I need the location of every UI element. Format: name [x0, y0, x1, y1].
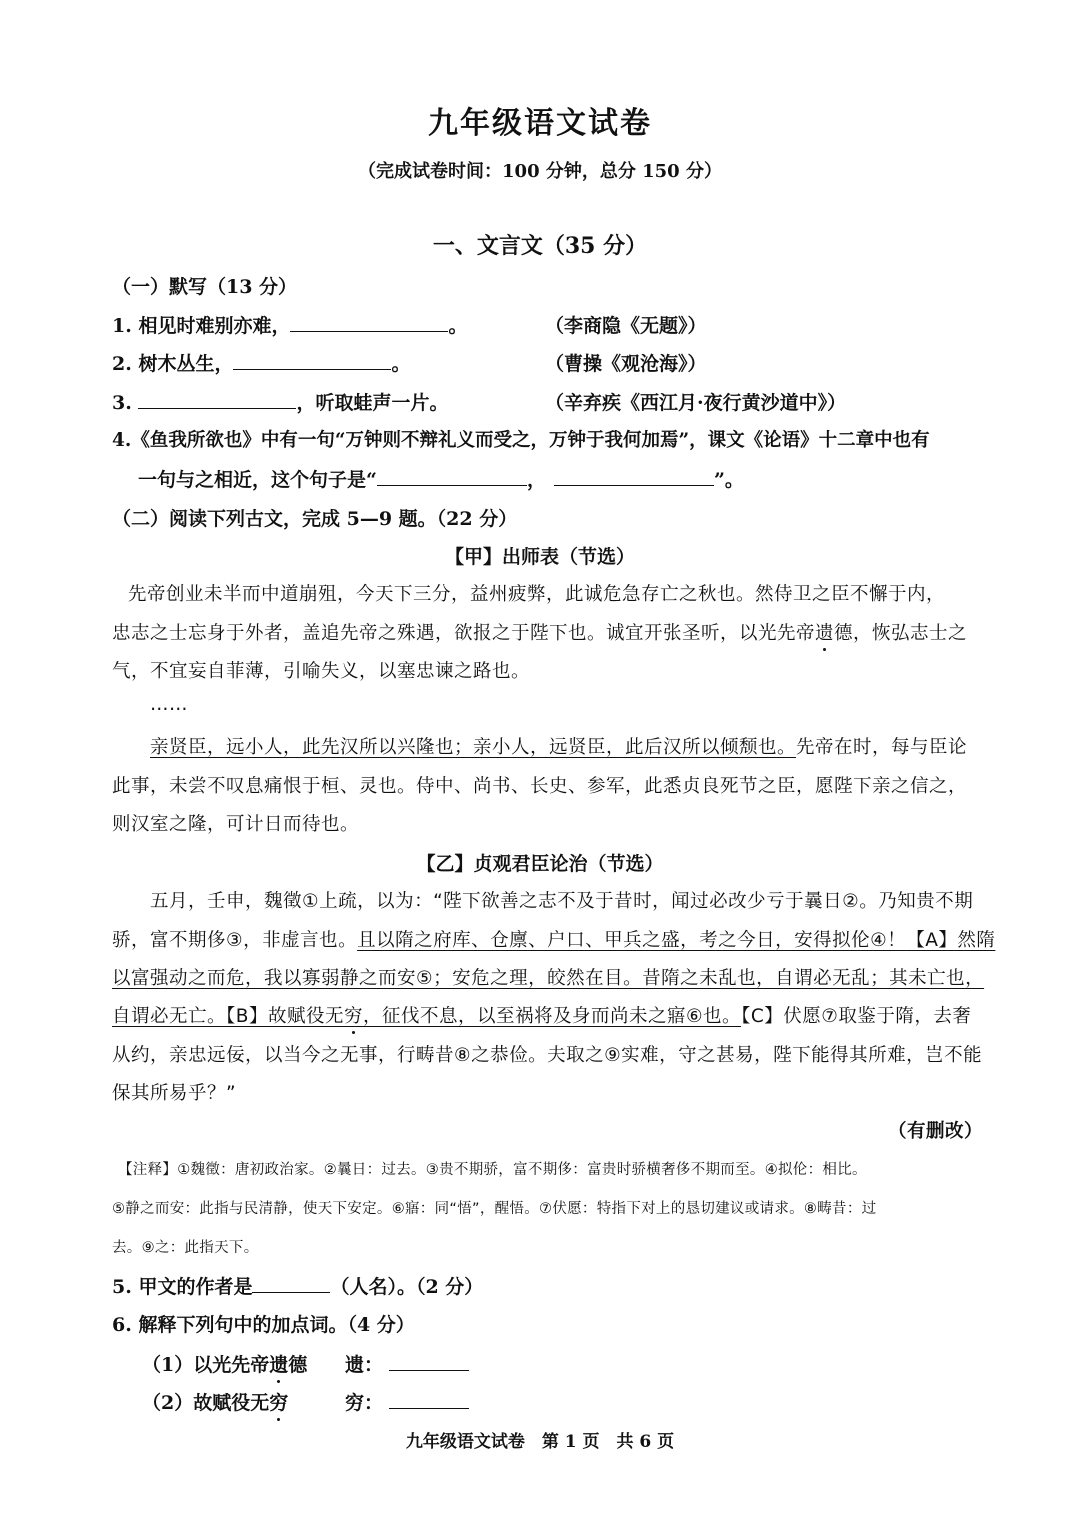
yi-line-2-a: 骄，富不期侈③，非虚言也。 — [112, 930, 358, 951]
notes-line-3: 去。⑨之：此指天下。 — [112, 1240, 259, 1256]
dotted-char-yi: 遗 — [815, 619, 834, 645]
yi-title: 【乙】贞观君臣论治（节选） — [416, 853, 664, 875]
page-title: 九年级语文试卷 — [428, 106, 652, 141]
part1-heading: （一）默写（13 分） — [112, 276, 298, 298]
q5-blank[interactable] — [252, 1272, 330, 1293]
q6-item-1-text: （1）以光先帝 — [142, 1354, 270, 1376]
part2-heading: （二）阅读下列古文，完成 5—9 题。（22 分） — [112, 508, 518, 530]
q2-text: 2. 树木丛生， — [112, 353, 234, 375]
q4-text: 一句与之相近，这个句子是“ — [138, 469, 377, 491]
question-1 — [112, 311, 467, 338]
yi-line-5: 从约，亲忠远佞，以当今之无事，行畴昔⑧之恭俭。夫取之⑨实难，守之甚易，陛下能得其所难，岂不能 — [112, 1045, 983, 1066]
question-4-line2 — [138, 465, 744, 492]
q5-end: （人名）。（2 分） — [330, 1276, 484, 1298]
q6-item-1-tail: 德 — [288, 1354, 308, 1376]
question-5 — [112, 1272, 483, 1299]
q6-answer-2 — [345, 1388, 469, 1415]
ellipsis: …… — [150, 694, 188, 715]
jia-line-5: 此事，未尝不叹息痛恨于桓、灵也。侍中、尚书、长史、参军，此悉贞良死节之臣，愿陛下亲之信之， — [112, 776, 968, 797]
q4-blank-2[interactable] — [554, 465, 714, 486]
source-note: （有删改） — [888, 1121, 984, 1142]
yi-line-4 — [112, 1002, 971, 1028]
jia-line-2-text: 忠志之士忘身于外者，盖追先帝之殊遇，欲报之于陛下也。诚宜开张圣听，以光先帝 — [112, 623, 816, 644]
jia-line-1: 先帝创业未半而中道崩殂，今天下三分，益州疲弊，此诚危急存亡之秋也。然侍卫之臣不懈于内， — [128, 584, 946, 605]
q6-item-1 — [142, 1350, 307, 1377]
q4-blank-1[interactable] — [377, 465, 527, 486]
q1-source: （李商隐《无题》） — [545, 315, 707, 337]
yi-line-3: 以富强动之而危，我以寡弱静之而安⑤；安危之理，皎然在目。昔隋之未乱也，自谓必无乱；其未亡也， — [112, 968, 985, 989]
jia-line-6: 则汉室之隆，可计日而待也。 — [112, 814, 360, 835]
jia-title: 【甲】出师表（节选） — [444, 546, 635, 568]
section-title: 一、文言文（35 分） — [432, 233, 648, 259]
yi-line-4-a: 自谓必无亡。【B】故赋役无 — [112, 1006, 344, 1027]
q2-end: 。 — [391, 353, 411, 375]
q6-item-2 — [142, 1388, 288, 1415]
notes-line-2: ⑤静之而安：此指与民清静，使天下安定。⑥寤：同“悟”，醒悟。⑦伏愿：特指下对上的恳切建议或请求。⑧畴昔：过 — [112, 1201, 877, 1217]
q5-text: 5. 甲文的作者是 — [112, 1276, 253, 1298]
yi-line-6: 保其所易乎？” — [112, 1083, 237, 1104]
q3-blank[interactable] — [138, 388, 296, 409]
yi-line-4-b: ，征伐不息，以至祸将及身而尚未之寤⑥也。 — [362, 1006, 742, 1027]
exam-info: （完成试卷时间：100 分钟，总分 150 分） — [358, 161, 722, 182]
q6-blank-1[interactable] — [389, 1350, 469, 1371]
jia-line-2 — [112, 619, 967, 645]
q6-word-1: 遗： — [345, 1354, 384, 1376]
q3-text: 3. — [112, 392, 139, 414]
q3-source: （辛弃疾《西江月·夜行黄沙道中》） — [545, 392, 847, 414]
jia-line-2-tail: 德，恢弘志士之 — [834, 623, 968, 644]
q6-item-2-text: （2）故赋役无 — [142, 1392, 270, 1414]
jia-line-4 — [150, 733, 967, 759]
question-3 — [112, 388, 448, 415]
jia-underlined-sentence: 亲贤臣，远小人，此先汉所以兴隆也；亲小人，远贤臣，此后汉所以倾颓也。 — [150, 737, 797, 758]
q2-blank[interactable] — [233, 349, 391, 370]
jia-line-3: 气，不宜妄自菲薄，引喻失义，以塞忠谏之路也。 — [112, 661, 531, 682]
question-6: 6. 解释下列句中的加点词。（4 分） — [112, 1314, 415, 1336]
question-4-line1: 4.《鱼我所欲也》中有一句“万钟则不辩礼义而受之，万钟于我何加焉”，课文《论语》十二章中也有 — [112, 430, 930, 451]
q3-end: ，听取蛙声一片。 — [296, 392, 449, 414]
q1-end: 。 — [448, 315, 468, 337]
q1-blank[interactable] — [290, 311, 448, 332]
page-footer: 九年级语文试卷 第 1 页 共 6 页 — [405, 1432, 675, 1452]
yi-line-2-c: 【A】然隋 — [906, 930, 996, 951]
q6-answer-1 — [345, 1350, 469, 1377]
yi-underlined-1: 且以隋之府库、仓廪、户口、甲兵之盛，考之今日，安得拟伦④！ — [357, 930, 907, 951]
dotted-char-qiong: 穷 — [344, 1002, 363, 1028]
jia-line-4-tail: 先帝在时，每与臣论 — [796, 737, 968, 758]
q6-item-1-dotted: 遗 — [269, 1350, 288, 1377]
question-2 — [112, 349, 410, 376]
q2-source: （曹操《观沧海》） — [545, 353, 707, 375]
yi-line-2 — [112, 926, 995, 952]
q6-word-2: 穷： — [345, 1392, 384, 1414]
q6-item-2-dotted: 穷 — [269, 1388, 288, 1415]
q4-end: ”。 — [713, 469, 744, 491]
yi-line-1: 五月，壬申，魏徵①上疏，以为：“陛下欲善之志不及于昔时，闻过必改少亏于曩日②。乃知贵不期 — [150, 891, 974, 912]
q6-blank-2[interactable] — [389, 1388, 469, 1409]
q1-text: 1. 相见时难别亦难， — [112, 315, 291, 337]
notes-line-1: 【注释】①魏徵：唐初政治家。②曩日：过去。③贵不期骄，富不期侈：富贵时骄横奢侈不期而至。④拟伦：相比。 — [118, 1162, 867, 1178]
yi-line-4-c: 【C】伏愿⑦取鉴于隋，去奢 — [741, 1006, 972, 1027]
q4-comma: ， — [526, 469, 546, 491]
